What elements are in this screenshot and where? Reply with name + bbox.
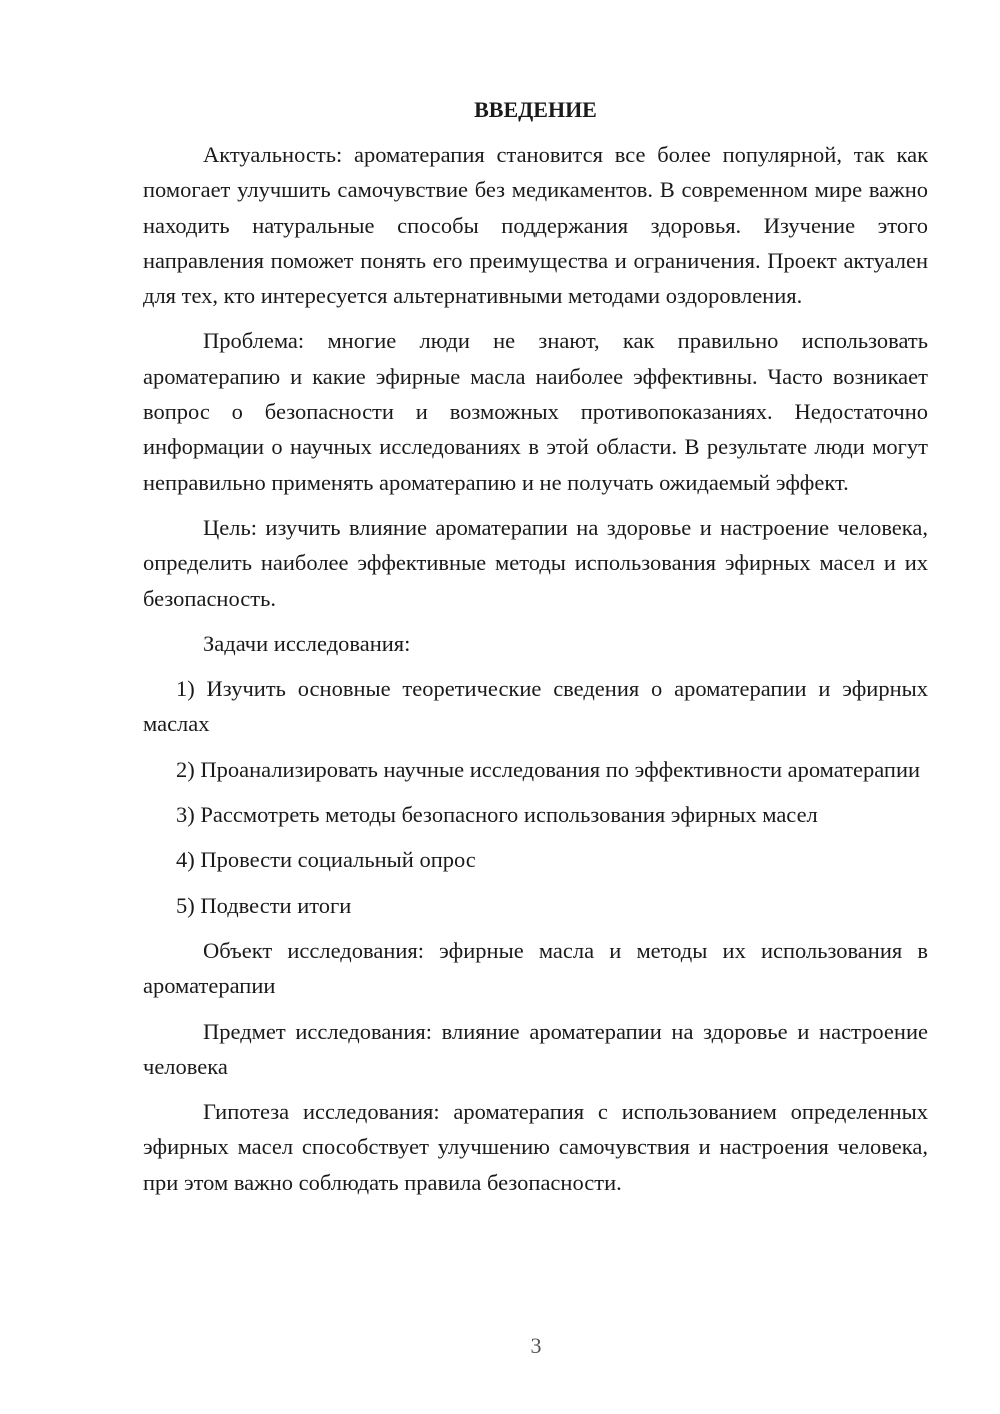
- subject-paragraph: Предмет исследования: влияние ароматерапии на здоровье и настроение человека: [143, 1018, 928, 1079]
- page-content: [143, 94, 928, 1200]
- object-paragraph: Объект исследования: эфирные масла и методы их использования в ароматерапии: [143, 937, 928, 999]
- relevance-paragraph: Актуальность: ароматерапия становится все более популярной, так как помогает улучшить самочувствие без медикаментов. В современном мире важно находить натуральные способы поддержания здоровья. Изучение этого направления поможет понять его преимущества и ограничения. Проект актуален для тех, кто интересуется альтернативными методами оздоровления.: [143, 142, 928, 309]
- problem-paragraph: Проблема: многие люди не знают, как правильно использовать ароматерапию и какие эфирные масла наиболее эффективны. Часто возникает вопрос о безопасности и возможных противопоказаниях. Недостаточно информации о научных исследованиях в этой области. В результате люди могут неправильно применять ароматерапию и не получать ожидаемый эффект.: [143, 328, 928, 495]
- hypothesis-paragraph: Гипотеза исследования: ароматерапия с использованием определенных эфирных масел способствует улучшению самочувствия и настроения человека, при этом важно соблюдать правила безопасности.: [143, 1099, 928, 1195]
- task-item-3: 3) Рассмотреть методы безопасного использования эфирных масел: [176, 802, 818, 828]
- tasks-heading: Задачи исследования:: [203, 630, 411, 656]
- task-item-5: 5) Подвести итоги: [176, 892, 352, 918]
- task-item-4: 4) Провести социальный опрос: [176, 847, 476, 873]
- task-item-1: 1) Изучить основные теоретические сведения о ароматерапии и эфирных маслах: [143, 676, 928, 737]
- page-title: ВВЕДЕНИЕ: [474, 97, 597, 122]
- page-number: 3: [530, 1333, 542, 1358]
- task-item-2: 2) Проанализировать научные исследования по эффективности ароматерапии: [176, 756, 921, 782]
- goal-paragraph: Цель: изучить влияние ароматерапии на здоровье и настроение человека, определить наиболее эффективные методы использования эфирных масел и их безопасность.: [143, 514, 928, 611]
